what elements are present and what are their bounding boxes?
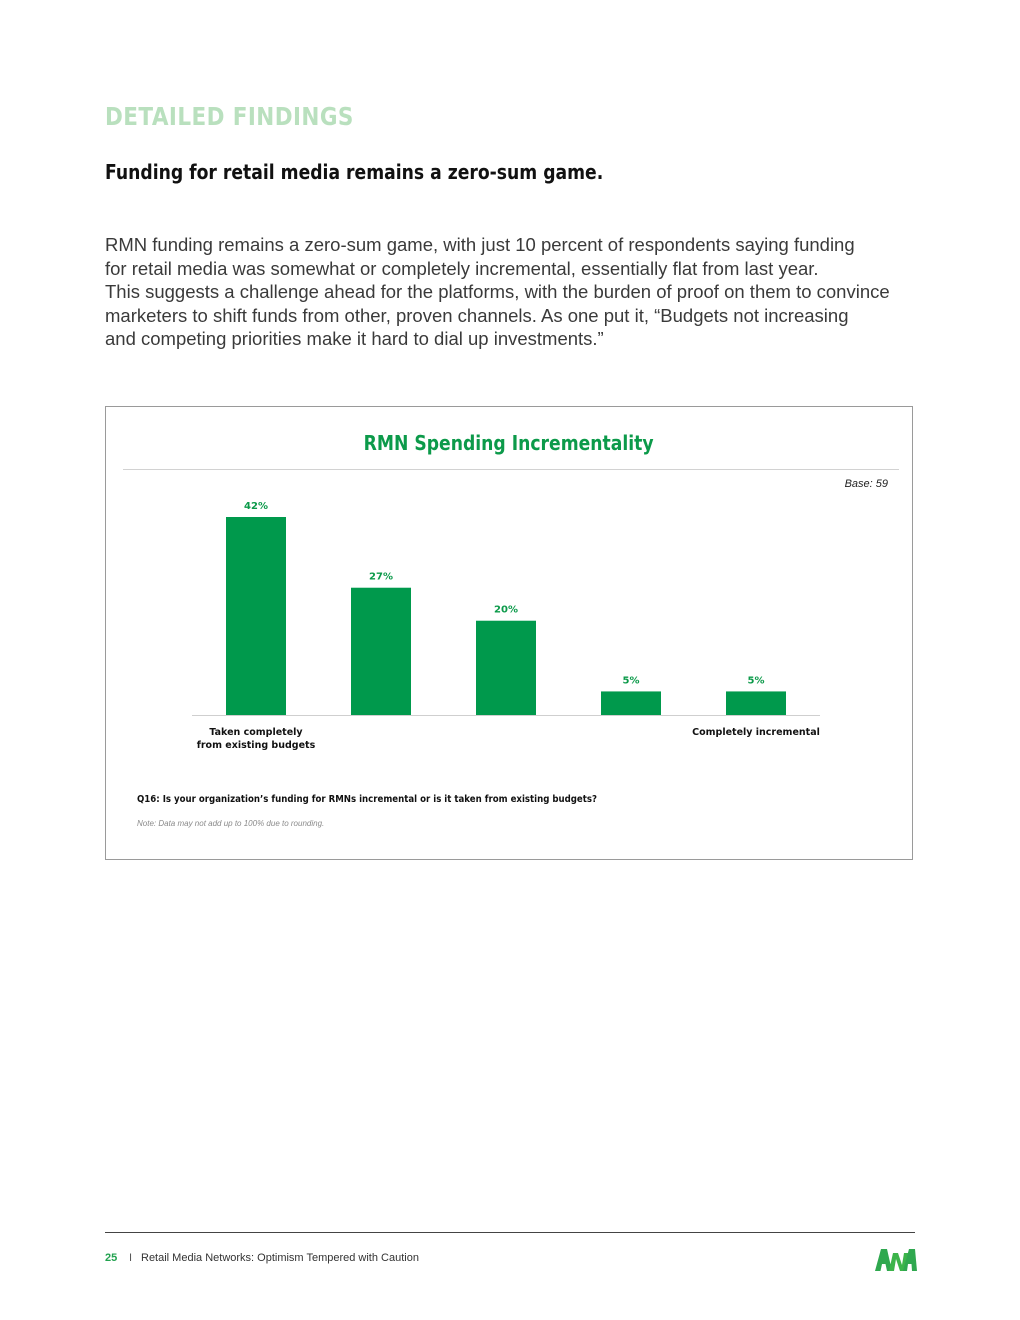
bar: [476, 621, 536, 715]
bar-value-label: 5%: [622, 675, 640, 687]
chart-frame: [105, 406, 913, 860]
x-tick-label: Completely incremental: [692, 727, 820, 738]
bar-chart: [106, 407, 912, 767]
logo-text: ANA: [895, 1272, 898, 1273]
bar-value-label: 5%: [747, 675, 765, 687]
paragraph-line: marketers to shift funds from other, proven channels. As one put it, “Budgets not increasing: [105, 304, 849, 326]
paragraph-line: and competing priorities make it hard to dial up investments.”: [105, 328, 604, 349]
headline: Funding for retail media remains a zero-sum game.: [105, 160, 604, 184]
section-label: DETAILED FINDINGS: [105, 102, 354, 131]
document-title: Retail Media Networks: Optimism Tempered with Caution: [141, 1252, 419, 1264]
page-number: 25: [105, 1252, 118, 1264]
ana-logo-icon: [873, 1245, 917, 1273]
chart-title-text: RMN Spending Incrementality: [364, 431, 654, 455]
bar: [726, 691, 786, 715]
bar: [601, 691, 661, 715]
bar: [351, 588, 411, 715]
x-tick-label: Taken completely: [209, 727, 303, 738]
paragraph-line: RMN funding remains a zero-sum game, with just 10 percent of respondents saying funding: [105, 234, 855, 255]
survey-question: Q16: Is your organization’s funding for RMNs incremental or is it taken from existing budgets?: [137, 794, 597, 805]
bar-value-label: 20%: [494, 604, 518, 616]
bar-value-label: 27%: [369, 571, 393, 583]
paragraph-line: for retail media was somewhat or completely incremental, essentially flat from last year.: [105, 257, 819, 279]
bar: [226, 517, 286, 715]
footer-divider: [105, 1232, 915, 1233]
base-note: Base: 59: [844, 478, 888, 490]
footer-separator: I: [129, 1252, 133, 1264]
body-paragraph: [105, 233, 915, 351]
paragraph-line: This suggests a challenge ahead for the platforms, with the burden of proof on them to convince: [105, 281, 890, 302]
rounding-note: Note: Data may not add up to 100% due to rounding.: [137, 819, 325, 828]
bar-value-label: 42%: [244, 501, 268, 512]
x-tick-label: from existing budgets: [196, 740, 316, 751]
